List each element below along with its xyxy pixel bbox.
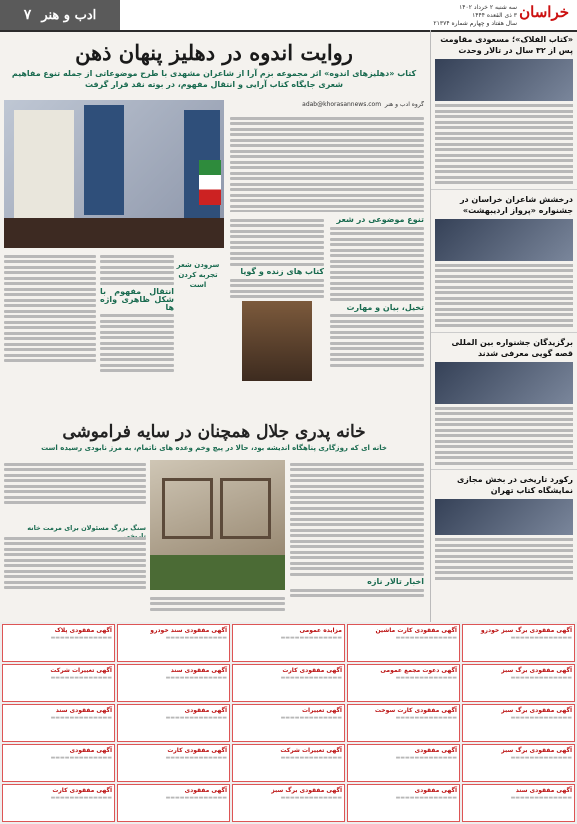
- ad-title: آگهی مفقودی کارت ماشین: [375, 627, 457, 634]
- ad-box[interactable]: آگهی تغییرات شرکت ▬▬▬▬▬▬▬▬▬▬▬▬▬: [2, 664, 115, 702]
- window-image: [162, 478, 213, 539]
- ad-box[interactable]: مزایده عمومی ▬▬▬▬▬▬▬▬▬▬▬▬▬: [232, 624, 345, 662]
- section-name: ادب و هنر: [41, 7, 97, 23]
- subhead: اخبار تالار نازه: [367, 577, 424, 586]
- classified-ads: [0, 622, 577, 824]
- subhead: تنوع موضوعی در شعر: [336, 216, 424, 224]
- ad-box[interactable]: آگهی مفقودی کارت سوخت ▬▬▬▬▬▬▬▬▬▬▬▬▬: [347, 704, 460, 742]
- ad-title: آگهی تغییرات شرکت: [280, 747, 342, 754]
- ad-box[interactable]: آگهی مفقودی سند ▬▬▬▬▬▬▬▬▬▬▬▬▬: [462, 784, 575, 822]
- ad-box[interactable]: آگهی مفقودی برگ سبز ▬▬▬▬▬▬▬▬▬▬▬▬▬: [462, 744, 575, 782]
- ad-title: آگهی مفقودی برگ سبز: [271, 787, 342, 794]
- subhead: تخیل، بیان و مهارت: [346, 302, 424, 312]
- masthead: [0, 0, 577, 32]
- banner-image: [14, 110, 74, 230]
- issue-info: [433, 4, 517, 28]
- ad-title: آگهی مفقودی سند: [515, 787, 572, 794]
- sidebar-item[interactable]: [431, 470, 577, 584]
- sidebar-item-title[interactable]: درخشش شاعران خراسان در جشنواره «پرواز اردیبهشت»: [459, 194, 573, 215]
- ad-box[interactable]: آگهی مفقودی سند ▬▬▬▬▬▬▬▬▬▬▬▬▬: [2, 704, 115, 742]
- ad-title: آگهی مفقودی: [414, 787, 457, 794]
- pull-quote: سرودن شعر تجربه کردن است: [176, 260, 220, 340]
- second-article-title[interactable]: خانه پدری جلال همچنان در سایه فراموشی: [62, 422, 366, 442]
- main-column: [0, 30, 428, 93]
- sidebar-body: [435, 104, 573, 184]
- sidebar-photo: [435, 219, 573, 261]
- article-body-column: [230, 216, 324, 400]
- sidebar-item[interactable]: [431, 333, 577, 471]
- ad-title: آگهی مفقودی سند: [170, 667, 227, 674]
- sidebar-item[interactable]: [431, 30, 577, 190]
- article-body: [230, 114, 424, 212]
- ad-title: آگهی تغییرات شرکت: [50, 667, 112, 674]
- issue-number: سال هفتاد و چهارم شماره ۲۱۳۷۴: [433, 20, 517, 27]
- ad-box[interactable]: آگهی مفقودی برگ سبز ▬▬▬▬▬▬▬▬▬▬▬▬▬: [232, 784, 345, 822]
- ad-title: آگهی مفقودی سند خودرو: [150, 627, 227, 634]
- author-name: گروه ادب و هنر: [384, 101, 424, 108]
- sidebar-item[interactable]: [431, 190, 577, 333]
- ad-title: آگهی مفقودی: [184, 707, 227, 714]
- subhead: انتقال مفهوم با شکل ظاهری واژه ها: [100, 286, 174, 312]
- newspaper-logo: خراسان: [519, 3, 569, 21]
- author-line: [230, 101, 424, 113]
- article-body-column: [100, 252, 174, 400]
- ad-box[interactable]: آگهی تغییرات شرکت ▬▬▬▬▬▬▬▬▬▬▬▬▬: [232, 744, 345, 782]
- ad-title: آگهی مفقودی: [414, 747, 457, 754]
- ad-title: آگهی مفقودی برگ سبز: [501, 667, 572, 674]
- ad-title: آگهی مفقودی کارت سوخت: [374, 707, 457, 714]
- ad-box[interactable]: آگهی مفقودی کارت ▬▬▬▬▬▬▬▬▬▬▬▬▬: [117, 744, 230, 782]
- ad-box[interactable]: آگهی مفقودی پلاک ▬▬▬▬▬▬▬▬▬▬▬▬▬: [2, 624, 115, 662]
- ad-title: آگهی مفقودی کارت: [167, 747, 227, 754]
- sidebar-body: [435, 538, 573, 580]
- article-body-column: [290, 460, 424, 618]
- subhead: کتاب های زنده و گویا: [240, 267, 324, 276]
- sidebar-body: [435, 264, 573, 328]
- article-body-column: [4, 534, 146, 618]
- ad-box[interactable]: آگهی مفقودی برگ سبز ▬▬▬▬▬▬▬▬▬▬▬▬▬: [462, 664, 575, 702]
- article-body-column: [150, 594, 285, 618]
- ad-title: آگهی مفقودی برگ سبز خودرو: [480, 627, 572, 634]
- house-photo: [150, 460, 285, 590]
- article-body-column: [4, 460, 146, 520]
- sidebar-photo: [435, 59, 573, 101]
- ad-box[interactable]: آگهی تغییرات ▬▬▬▬▬▬▬▬▬▬▬▬▬: [232, 704, 345, 742]
- issue-date: سه شنبه ۲ خرداد ۱۴۰۲: [459, 4, 517, 11]
- sidebar-item-title[interactable]: رکورد تاریخی در بخش مجازی نمایشگاه کتاب تهران: [456, 475, 573, 495]
- ad-title: آگهی تغییرات: [301, 707, 342, 714]
- ad-box[interactable]: آگهی مفقودی برگ سبز ▬▬▬▬▬▬▬▬▬▬▬▬▬: [462, 704, 575, 742]
- window-image: [220, 478, 271, 539]
- section-header: [0, 0, 120, 30]
- main-article-kicker: کتاب «دهلیزهای اندوه» اثر مجموعه بزم آرا از شاعران مشهدی با طرح موضوعاتی از جمله تنوع مفاهیم شعری جایگاه کتاب آرایی و انتقال مفهوم، در بوته نقد قرار گرفت: [11, 69, 417, 89]
- sidebar-item-title[interactable]: برگزیدگان جشنواره بین المللی قصه گویی معرفی شدند: [451, 337, 573, 358]
- ad-title: آگهی مفقودی پلاک: [54, 627, 112, 634]
- ad-title: آگهی مفقودی برگ سبز: [501, 707, 572, 714]
- article-photo: [4, 100, 224, 248]
- garden-image: [150, 555, 285, 590]
- sidebar-photo: [435, 499, 573, 535]
- ad-box[interactable]: آگهی مفقودی ▬▬▬▬▬▬▬▬▬▬▬▬▬: [347, 784, 460, 822]
- article-body-column: [330, 216, 424, 400]
- second-article-kicker: خانه ای که روزگاری پناهگاه اندیشه بود، حالا در پیچ وخم وعده های ناتمام، به مرز نابودی رسیده است: [41, 444, 387, 452]
- ad-box[interactable]: آگهی دعوت مجمع عمومی ▬▬▬▬▬▬▬▬▬▬▬▬▬: [347, 664, 460, 702]
- ad-title: آگهی مفقودی کارت: [282, 667, 342, 674]
- ad-box[interactable]: آگهی مفقودی ▬▬▬▬▬▬▬▬▬▬▬▬▬: [347, 744, 460, 782]
- ad-box[interactable]: آگهی مفقودی ▬▬▬▬▬▬▬▬▬▬▬▬▬: [2, 744, 115, 782]
- sidebar-item-title[interactable]: «کتاب الفلاک»؛ مسعودی مقاومت پس از ۳۲ سال در تالار وحدت: [440, 35, 573, 55]
- flag: [199, 160, 221, 205]
- ad-box[interactable]: آگهی مفقودی ▬▬▬▬▬▬▬▬▬▬▬▬▬: [117, 784, 230, 822]
- author-email: adab@khorasannews.com: [302, 101, 382, 108]
- ad-title: مزایده عمومی: [299, 627, 342, 634]
- ad-box[interactable]: آگهی مفقودی کارت ماشین ▬▬▬▬▬▬▬▬▬▬▬▬▬: [347, 624, 460, 662]
- ad-title: آگهی مفقودی کارت: [52, 787, 112, 794]
- ad-title: آگهی مفقودی سند: [55, 707, 112, 714]
- ad-title: آگهی مفقودی: [184, 787, 227, 794]
- ad-box[interactable]: آگهی مفقودی سند خودرو ▬▬▬▬▬▬▬▬▬▬▬▬▬: [117, 624, 230, 662]
- ad-box[interactable]: آگهی مفقودی سند ▬▬▬▬▬▬▬▬▬▬▬▬▬: [117, 664, 230, 702]
- ad-box[interactable]: آگهی مفقودی ▬▬▬▬▬▬▬▬▬▬▬▬▬: [117, 704, 230, 742]
- book-cover-image: [242, 301, 312, 381]
- ad-box[interactable]: آگهی مفقودی برگ سبز خودرو ▬▬▬▬▬▬▬▬▬▬▬▬▬: [462, 624, 575, 662]
- main-article-title[interactable]: روایت اندوه در دهلیز پنهان ذهن: [75, 40, 353, 65]
- page-number: ۷: [23, 7, 32, 23]
- news-sidebar: [430, 30, 577, 622]
- ad-box[interactable]: آگهی مفقودی کارت ▬▬▬▬▬▬▬▬▬▬▬▬▬: [2, 784, 115, 822]
- ad-box[interactable]: آگهی مفقودی کارت ▬▬▬▬▬▬▬▬▬▬▬▬▬: [232, 664, 345, 702]
- article-body-column: [4, 252, 96, 400]
- issue-hijri-date: ۳ ذی القعده ۱۴۴۴: [472, 12, 517, 19]
- subhead: سنگ بزرگ مسئولان برای مرمت خانه: [27, 524, 146, 532]
- speakers-table: [4, 218, 224, 248]
- ad-title: آگهی مفقودی برگ سبز: [501, 747, 572, 754]
- ad-title: آگهی مفقودی: [69, 747, 112, 754]
- ad-title: آگهی دعوت مجمع عمومی: [380, 667, 457, 674]
- portrait-banner: [84, 105, 124, 215]
- sidebar-photo: [435, 362, 573, 404]
- sidebar-body: [435, 407, 573, 465]
